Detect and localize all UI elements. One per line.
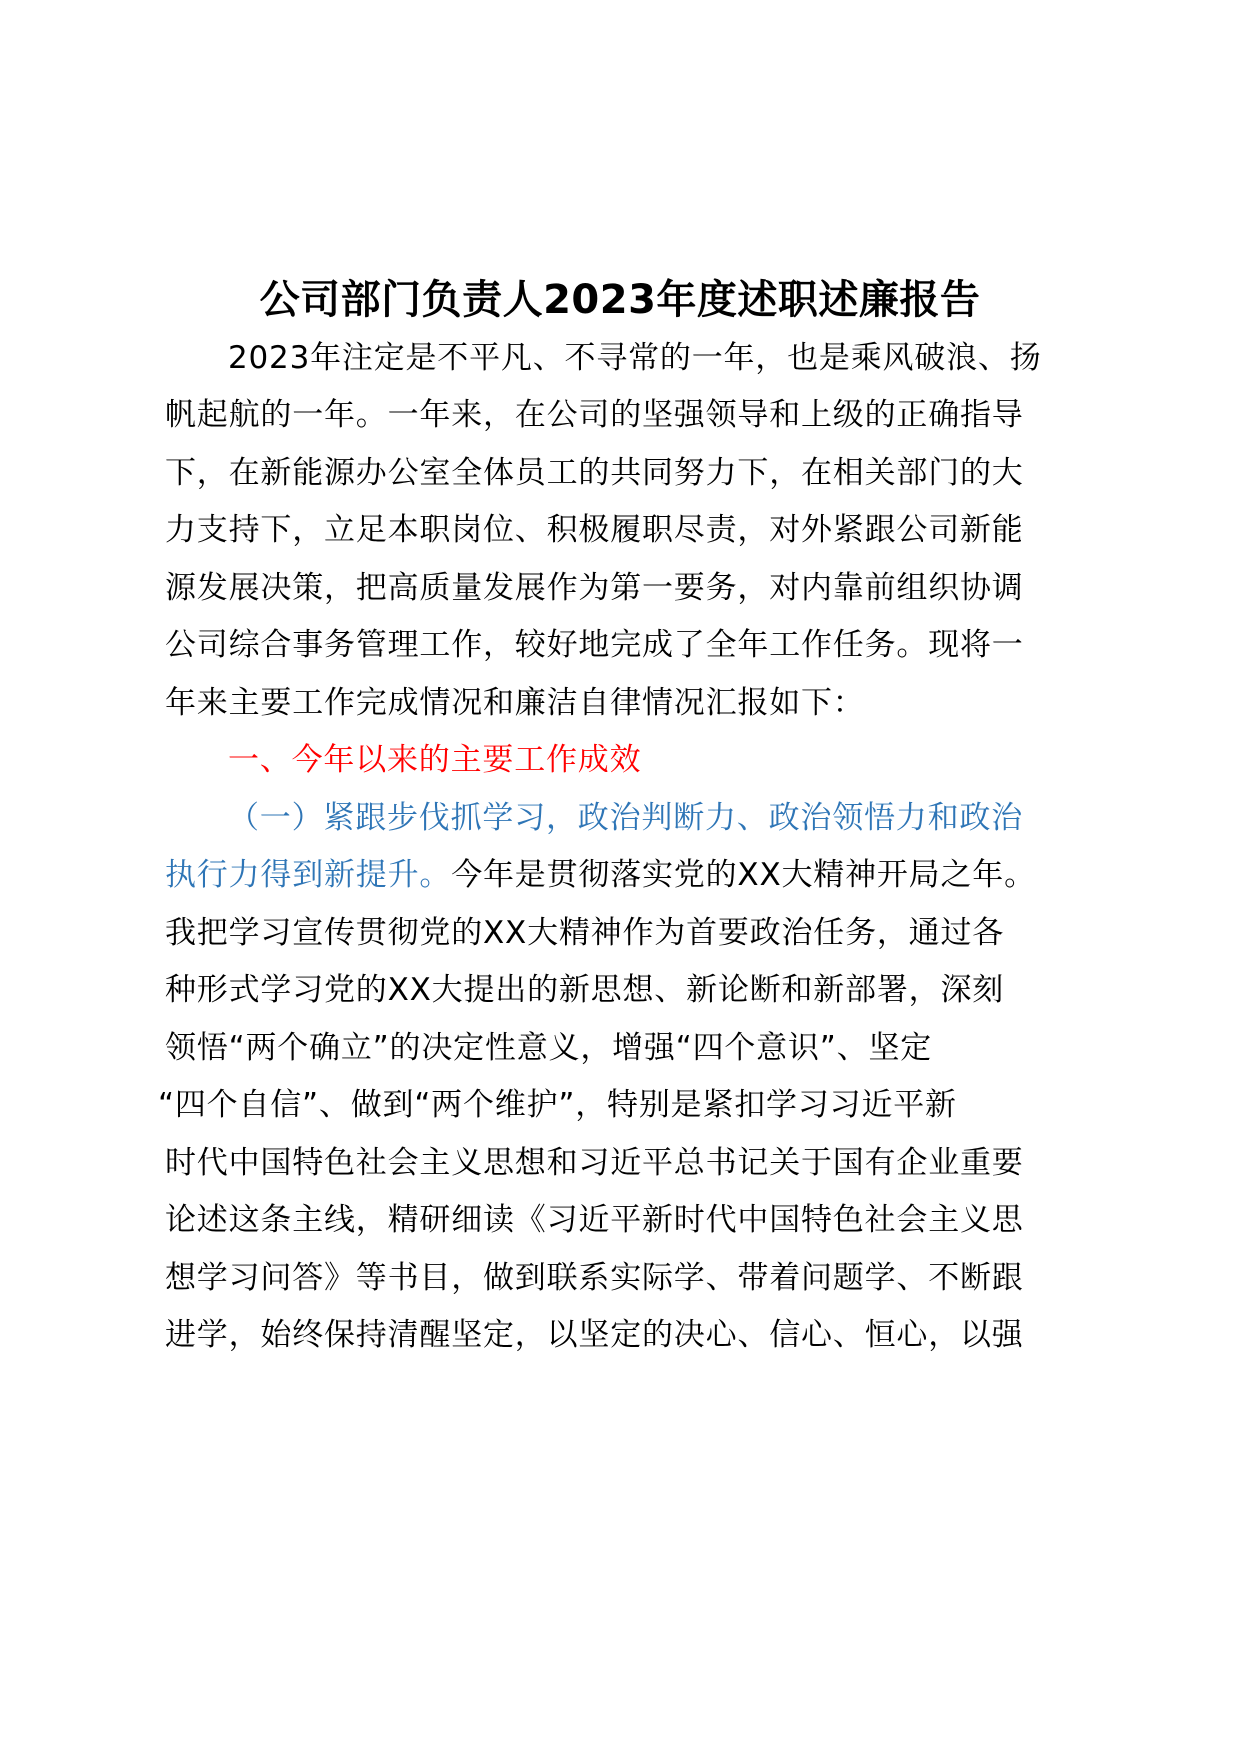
paragraph-line xyxy=(165,853,1036,897)
paragraph-line: “四个自信”、做到“两个维护”，特别是紧扣学习习近平新 xyxy=(158,1087,957,1123)
paragraph-line: 我把学习宣传贯彻党的XX大精神作为首要政治任务，通过各 xyxy=(165,915,1005,951)
paragraph-line: 下，在新能源办公室全体员工的共同努力下，在相关部门的大 xyxy=(165,455,1024,491)
paragraph-line: 进学，始终保持清醒坚定，以坚定的决心、信心、恒心，以强 xyxy=(165,1317,1024,1353)
document-title: 公司部门负责人2023年度述职述廉报告 xyxy=(259,277,981,323)
paragraph-line: 领悟“两个确立”的决定性意义，增强“四个意识”、坚定 xyxy=(165,1030,933,1066)
paragraph-line: 力支持下，立足本职岗位、积极履职尽责，对外紧跟公司新能 xyxy=(165,512,1024,548)
paragraph-line: 2023年注定是不平凡、不寻常的一年，也是乘风破浪、扬 xyxy=(228,340,1042,376)
paragraph-line: 帆起航的一年。一年来，在公司的坚强领导和上级的正确指导 xyxy=(165,397,1024,433)
paragraph-line: 时代中国特色社会主义思想和习近平总书记关于国有企业重要 xyxy=(165,1145,1024,1181)
section-heading: 一、今年以来的主要工作成效 xyxy=(228,742,642,778)
paragraph-text: 今年是贯彻落实党的XX大精神开局之年。 xyxy=(451,857,1036,893)
paragraph-line: 想学习问答》等书目，做到联系实际学、带着问题学、不断跟 xyxy=(165,1260,1024,1296)
paragraph-line: 源发展决策，把高质量发展作为第一要务，对内靠前组织协调 xyxy=(165,570,1024,606)
paragraph-line: 论述这条主线，精研细读《习近平新时代中国特色社会主义思 xyxy=(165,1202,1024,1238)
subsection-heading-continued: 执行力得到新提升。 xyxy=(165,857,452,893)
paragraph-line: 年来主要工作完成情况和廉洁自律情况汇报如下： xyxy=(165,685,865,721)
subsection-heading: （一）紧跟步伐抓学习，政治判断力、政治领悟力和政治 xyxy=(228,800,1023,836)
paragraph-line: 种形式学习党的XX大提出的新思想、新论断和新部署，深刻 xyxy=(165,972,1005,1008)
paragraph-line: 公司综合事务管理工作，较好地完成了全年工作任务。现将一 xyxy=(165,627,1024,663)
